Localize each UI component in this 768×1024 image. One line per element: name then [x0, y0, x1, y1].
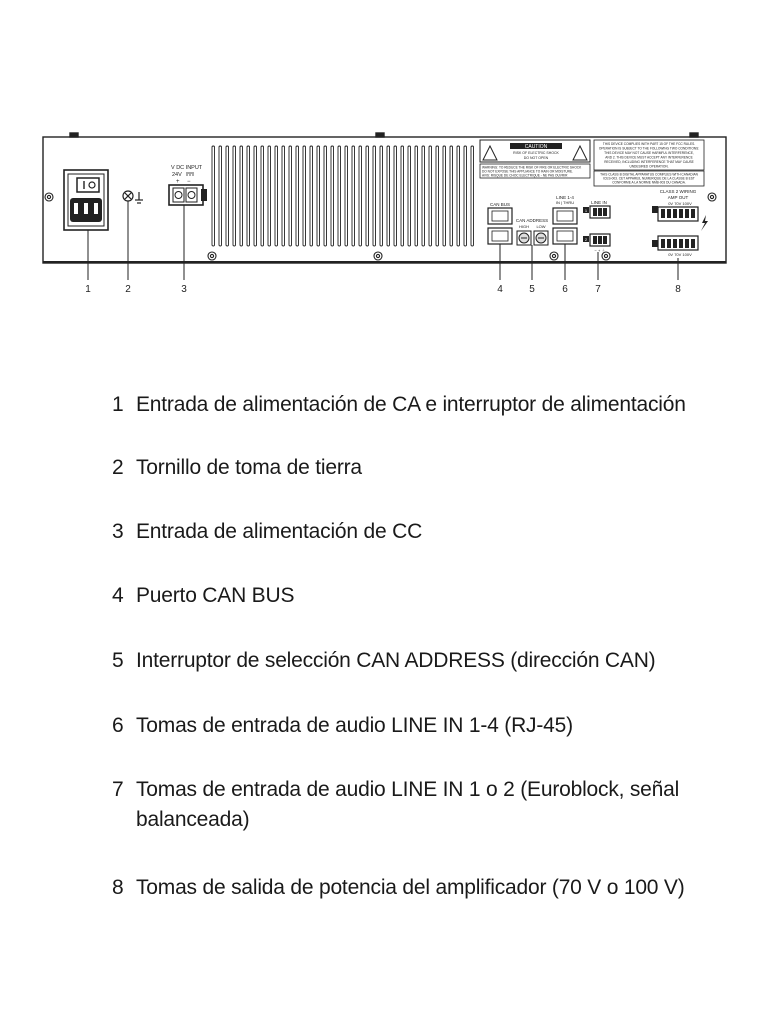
legend-text: Tomas de entrada de audio LINE IN 1-4 (RJ-45) — [136, 714, 573, 737]
callout-7: 7 — [595, 284, 601, 295]
vent-slot — [401, 146, 404, 246]
fcc-line1: THIS DEVICE COMPLIES WITH PART 15 OF THE FCC RULES. — [602, 142, 696, 146]
legend-item-3 — [112, 517, 712, 547]
callout-3: 3 — [181, 284, 187, 295]
fcc-line4: AND 2. THIS DEVICE MUST ACCEPT ANY INTERFERENCE — [605, 155, 693, 160]
fcc-line5: RECEIVED, INCLUDING INTERFERENCE THAT MAY CAUSE — [604, 160, 694, 164]
rear-panel-diagram — [0, 0, 768, 310]
vent-slot — [352, 146, 355, 246]
vent-slot — [331, 146, 334, 246]
legend-item-2 — [112, 453, 712, 483]
callout-numbers — [85, 284, 681, 295]
in-thru-label: IN | THRU — [555, 200, 575, 205]
legend-item-4 — [112, 581, 712, 611]
vent-slot — [366, 146, 369, 246]
fcc-line2: OPERATION IS SUBJECT TO THE FOLLOWING TWO CONDITIONS: — [598, 146, 700, 151]
legend-item-8 — [112, 873, 712, 903]
can-address-label: CAN ADDRESS — [515, 218, 549, 223]
high-voltage-icon — [701, 215, 708, 231]
vent-slot — [429, 146, 432, 246]
power-switch[interactable] — [77, 178, 99, 192]
legend-text: Tomas de entrada de audio LINE IN 1 o 2 (Euroblock, señal balanceada) — [136, 778, 680, 831]
vent-slot — [289, 146, 292, 246]
legend-num: 1 — [112, 393, 124, 416]
vent-slot — [408, 146, 411, 246]
can-bus-port — [488, 202, 512, 244]
vent-slot — [317, 146, 320, 246]
amp-out-bottom-sub: 0V 70V 100V — [668, 252, 692, 257]
vent-slot — [464, 146, 467, 246]
vent-slot — [240, 146, 243, 246]
legend-num: 7 — [112, 778, 124, 801]
vent-slot — [233, 146, 236, 246]
canada-line1: THIS CLASS B DIGITAL APPARATUS COMPLIES WITH CANADIAN — [600, 172, 698, 177]
legend-item-6 — [112, 711, 712, 741]
vent-slot — [212, 146, 215, 246]
vent-slot — [275, 146, 278, 246]
callout-2: 2 — [125, 284, 131, 295]
vent-slot — [338, 146, 341, 246]
canada-notice — [594, 171, 704, 186]
vent-slot — [387, 146, 390, 246]
dc-input-label: V DC INPUT — [171, 165, 203, 171]
vent-slot — [219, 146, 222, 246]
legend-num: 4 — [112, 584, 124, 607]
fcc-line3: THIS DEVICE MAY NOT CAUSE HARMFUL INTERFERENCE, — [604, 151, 694, 155]
vent-slot — [268, 146, 271, 246]
caution-line2: DO NOT OPEN — [523, 156, 549, 160]
vent-slot — [457, 146, 460, 246]
vent-slot — [443, 146, 446, 246]
legend-text: Tornillo de toma de tierra — [136, 456, 362, 479]
vent-slot — [450, 146, 453, 246]
vent-slot — [296, 146, 299, 246]
ventilation-slots — [212, 146, 474, 246]
line-in-label: LINE IN — [591, 200, 607, 205]
callout-8: 8 — [675, 284, 681, 295]
dc-voltage-label: 24V — [172, 172, 182, 178]
legend-text: Entrada de alimentación de CC — [136, 520, 423, 543]
vent-slot — [345, 146, 348, 246]
canada-line3: CONFORME A LA NORME NMB-003 DU CANADA. — [612, 180, 686, 185]
caution-line1: RISK OF ELECTRIC SHOCK — [513, 151, 559, 155]
vent-slot — [471, 146, 474, 246]
caution-title: CAUTION — [524, 144, 548, 150]
canada-line2: ICES-003. CET APPAREIL NUMERIQUE DE LA CLASSE B EST — [603, 176, 695, 181]
vent-slot — [254, 146, 257, 246]
legend-text: Tomas de salida de potencia del amplificador (70 V o 100 V) — [136, 876, 685, 899]
svg-text:− + ⏚: − + ⏚ — [594, 248, 606, 253]
vent-slot — [436, 146, 439, 246]
class2-label: CLASS 2 WIRING — [659, 189, 697, 194]
vent-slot — [226, 146, 229, 246]
amp-out-top-sub: 0V 70V 100V — [668, 201, 692, 206]
callout-5: 5 — [529, 284, 535, 295]
dc-power-input — [169, 165, 207, 205]
vent-slot — [380, 146, 383, 246]
vent-slot — [415, 146, 418, 246]
vent-slot — [282, 146, 285, 246]
dc-minus-label: − — [187, 179, 191, 185]
high-label: HIGH — [519, 224, 529, 229]
low-label: LOW — [536, 224, 546, 229]
legend-item-1 — [112, 390, 712, 420]
line-in-1-label: 1 — [584, 208, 588, 213]
amp-out-label: AMP OUT — [667, 195, 689, 200]
fcc-notice — [594, 140, 704, 170]
dc-plus-label: + — [176, 179, 180, 185]
legend-text: Interruptor de selección CAN ADDRESS (dirección CAN) — [136, 649, 656, 672]
vent-slot — [310, 146, 313, 246]
vent-slot — [324, 146, 327, 246]
line14-label: LINE 1-4 — [556, 195, 574, 200]
can-address-switch — [516, 218, 548, 245]
vent-slot — [373, 146, 376, 246]
callout-1: 1 — [85, 284, 91, 295]
legend-num: 3 — [112, 520, 124, 543]
legend-num: 2 — [112, 456, 124, 479]
warning-line3: AVIS: RISQUE DE CHOC ELECTRIQUE - NE PAS OUVRIR — [482, 173, 568, 178]
line-1-4-port — [553, 195, 577, 244]
legend-text: Entrada de alimentación de CA e interruptor de alimentación — [136, 393, 686, 416]
legend-item-5 — [112, 646, 712, 676]
legend-num: 5 — [112, 649, 124, 672]
caution-label — [480, 140, 590, 178]
legend-num: 8 — [112, 876, 124, 899]
vent-slot — [394, 146, 397, 246]
legend-item-7 — [112, 775, 712, 835]
warning-line1: WARNING: TO REDUCE THE RISK OF FIRE OR ELECTRIC SHOCK — [482, 165, 582, 170]
legend-text: Puerto CAN BUS — [136, 584, 295, 607]
vent-slot — [261, 146, 264, 246]
line-in-2-label: 2 — [584, 237, 588, 242]
ac-power-inlet — [64, 170, 108, 230]
callout-6: 6 — [562, 284, 568, 295]
ground-screw — [123, 191, 143, 203]
vent-slot — [422, 146, 425, 246]
line-in-euroblock — [583, 200, 610, 253]
callout-4: 4 — [497, 284, 503, 295]
legend-num: 6 — [112, 714, 124, 737]
vent-slot — [303, 146, 306, 246]
can-bus-label: CAN BUS — [489, 202, 511, 207]
vent-slot — [359, 146, 362, 246]
fcc-line6: UNDESIRED OPERATION. — [629, 164, 669, 169]
vent-slot — [247, 146, 250, 246]
mounting-screws — [45, 193, 716, 260]
amp-out-terminals — [652, 189, 708, 257]
warning-line2: DO NOT EXPOSE THIS APPLIANCE TO RAIN OR MOISTURE. — [482, 169, 573, 174]
